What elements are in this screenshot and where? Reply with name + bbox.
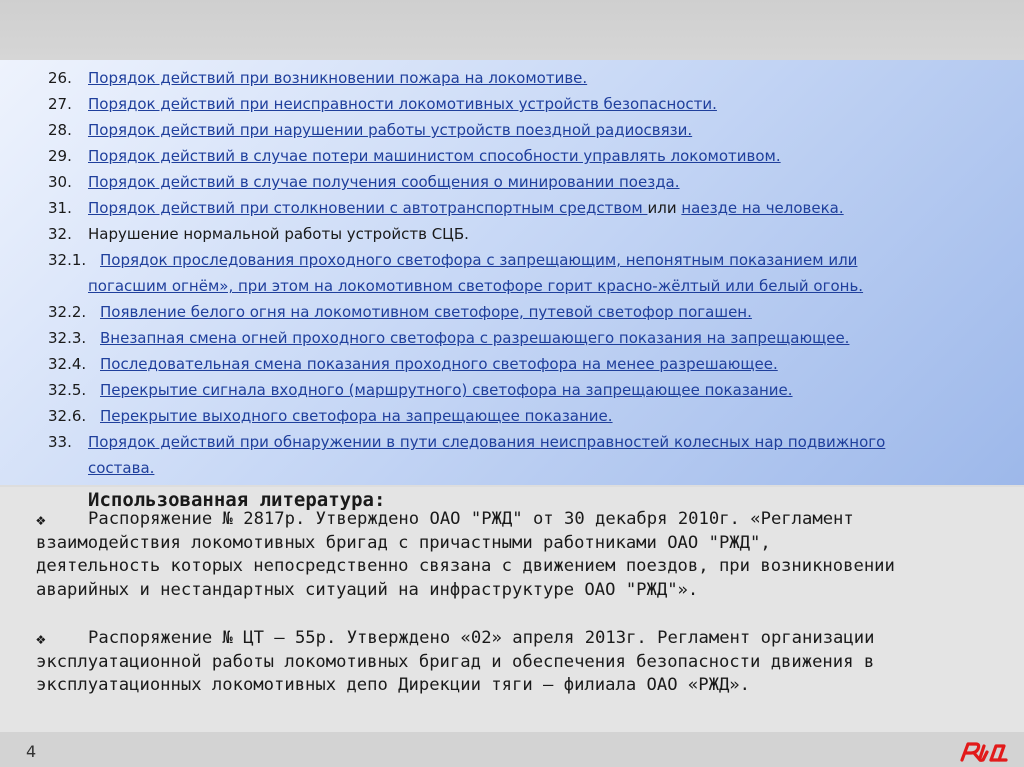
literature-section [0,487,1024,732]
literature-line: Распоряжение № ЦТ – 55р. Утверждено «02» апреля 2013г. Регламент организации [88,628,875,648]
item-text [88,195,844,221]
item-link[interactable]: Порядок проследования проходного светофора с запрещающим, непонятным показанием или [100,251,858,269]
item-text [88,169,680,195]
item-number: 32.5. [48,381,87,399]
rzd-logo-icon [958,738,1014,764]
item-number: 31. [48,199,72,217]
item-text [100,247,857,273]
item-link[interactable]: Порядок действий при нарушении работы устройств поездной радиосвязи. [88,121,693,139]
item-number: 30. [48,173,72,191]
item-text [100,325,849,351]
item-text [88,117,692,143]
item-number: 29. [48,147,72,165]
literature-line: деятельность которых непосредственно связана с движением поездов, при возникновении [36,556,895,576]
item-number: 33. [48,433,72,451]
item-plain-text: Нарушение нормальной работы устройств СЦБ. [88,225,469,243]
footer-bar [0,732,1024,767]
item-link[interactable]: Порядок действий в случае получения сообщения о минировании поезда. [88,173,680,191]
literature-line: взаимодействия локомотивных бригад с причастными работниками ОАО "РЖД", [36,532,771,553]
item-text [100,299,752,325]
item-link[interactable]: Появление белого огня на локомотивном светофоре, путевой светофор погашен. [100,303,752,321]
diamond-bullet-icon: ❖ [36,629,46,648]
item-text [88,143,781,169]
literature-line: эксплуатационной работы локомотивных бригад и обеспечения безопасности движения в [36,651,875,672]
item-link[interactable]: Перекрытие сигнала входного (маршрутного) светофора на запрещающее показание. [100,381,793,399]
item-text [88,91,717,117]
item-number: 32. [48,225,72,243]
item-text [88,221,469,247]
diamond-bullet-icon: ❖ [36,510,46,529]
item-link[interactable]: Последовательная смена показания проходного светофора на менее разрешающее. [100,355,778,373]
literature-line: эксплуатационных локомотивных депо Дирекции тяги – филиала ОАО «РЖД». [36,675,750,695]
item-text [88,65,587,91]
item-link[interactable]: Порядок действий в случае потери машинистом способности управлять локомотивом. [88,147,781,165]
item-link[interactable]: Порядок действий при неисправности локомотивных устройств безопасности. [88,95,717,113]
item-number: 32.3. [48,329,87,347]
literature-line: аварийных и нестандартных ситуаций на инфраструктуре ОАО "РЖД"». [36,579,699,600]
item-link[interactable]: Порядок действий при обнаружении в пути следования неисправностей колесных нар подвижного [88,433,886,451]
item-number: 28. [48,121,72,139]
item-link[interactable]: погасшим огнём», при этом на локомотивном светофоре горит красно-жёлтый или белый огонь. [88,277,864,295]
item-link[interactable]: наезде на человека. [681,199,844,217]
item-number: 27. [48,95,72,113]
page-number: 4 [26,742,37,761]
item-link[interactable]: Внезапная смена огней проходного светофора с разрешающего показания на запрещающее. [100,329,850,347]
item-number: 32.4. [48,355,87,373]
item-number: 32.6. [48,407,87,425]
item-plain-text: или [647,199,682,217]
item-text [88,429,885,455]
item-number: 32.2. [48,303,87,321]
item-number: 32.1. [48,251,87,269]
item-text [100,377,793,403]
item-number: 26. [48,69,72,87]
item-text [100,403,613,429]
item-link[interactable]: Порядок действий при возникновении пожара на локомотиве. [88,69,588,87]
item-text [100,351,778,377]
literature-title: Использованная литература: [88,489,386,511]
item-link[interactable]: состава. [88,459,155,477]
item-link[interactable]: Перекрытие выходного светофора на запрещающее показание. [100,407,613,425]
item-link[interactable]: Порядок действий при столкновении с автотранспортным средством [88,199,648,217]
literature-line: Распоряжение № 2817р. Утверждено ОАО "РЖД" от 30 декабря 2010г. «Регламент [88,509,854,529]
header-band [0,0,1024,60]
